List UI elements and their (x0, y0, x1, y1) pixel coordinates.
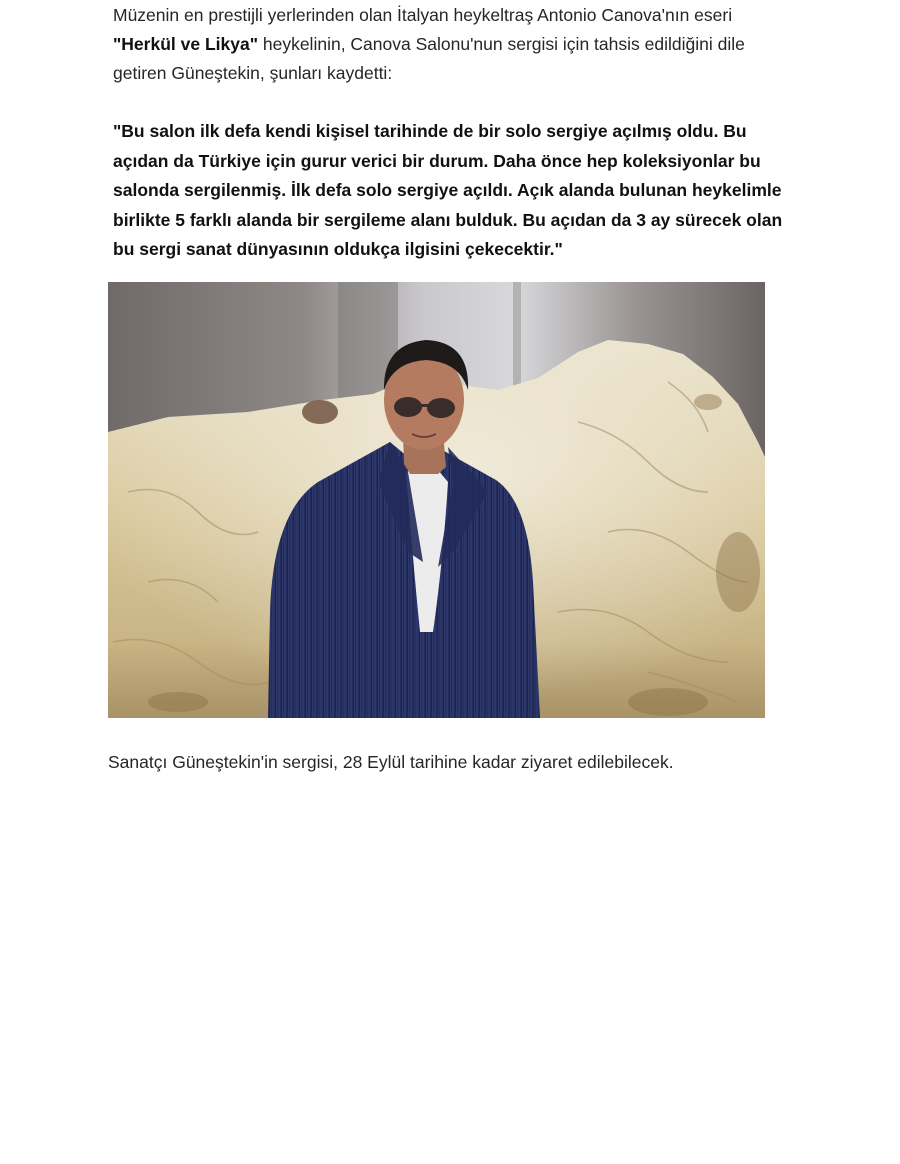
article-photo (108, 282, 765, 718)
intro-paragraph (113, 1, 793, 88)
quote-paragraph: "Bu salon ilk defa kendi kişisel tarihinde de bir solo sergiye açılmış oldu. Bu açıdan da Türkiye için gurur verici bir durum. Daha önce hep koleksiyonlar bu salonda sergilenmiş. İlk defa solo sergiye açıldı. Açık alanda bulunan heykelimle birlikte 5 farklı alanda bir sergileme alanı bulduk. Bu açıdan da 3 ay sürecek olan bu sergi sanat dünyasının oldukça ilgisini çekecektir." (113, 121, 783, 259)
sculpture-title: "Herkül ve Likya" (113, 34, 258, 54)
intro-text-before: Müzenin en prestijli yerlerinden olan İtalyan heykeltraş Antonio Canova'nın eseri (113, 5, 733, 25)
closing-paragraph: Sanatçı Güneştekin'in sergisi, 28 Eylül tarihine kadar ziyaret edilebilecek. (108, 752, 674, 772)
intro-text-after: heykelinin, Canova Salonu'nun sergisi için tahsis edildiğini dile getiren Güneştekin, şunları kaydetti: (113, 34, 745, 83)
artist-with-rock-photo (108, 282, 765, 718)
